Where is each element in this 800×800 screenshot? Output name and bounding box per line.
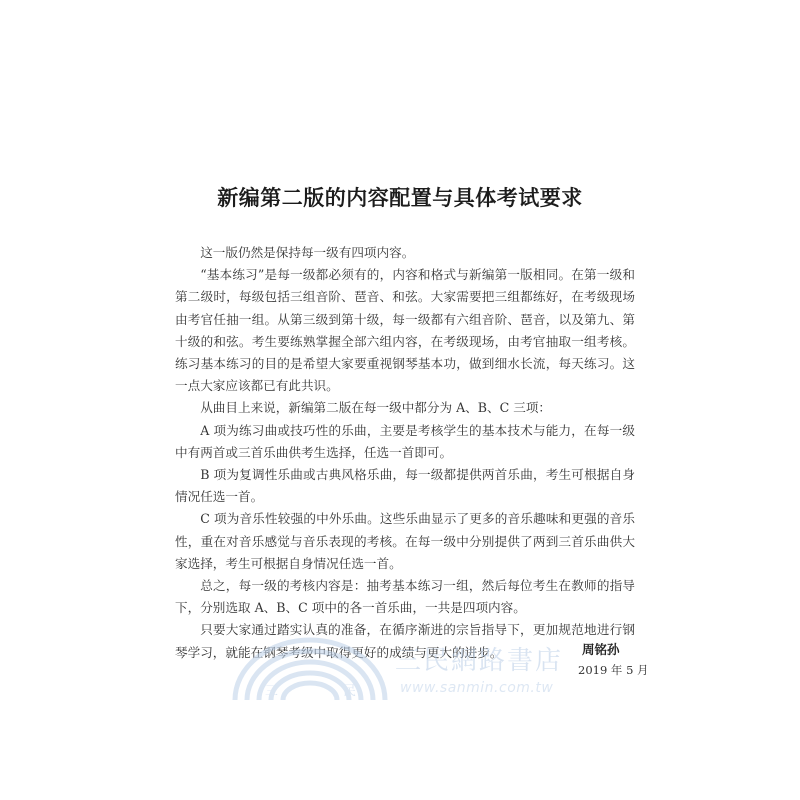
body-text [175,242,635,664]
paragraph: 只要大家通过踏实认真的准备，在循序渐进的宗旨指导下，更加规范地进行钢琴学习，就能在钢琴考级中取得更好的成绩与更大的进步。 [175,622,635,660]
signature: 周铭孙 [582,642,620,657]
paragraph: B 项为复调性乐曲或古典风格乐曲，每一级都提供两首乐曲，考生可根据自身情况任选一首。 [175,467,635,505]
watermark-store-name: 三民網路書店 [395,646,564,676]
paragraph: A 项为练习曲或技巧性的乐曲，主要是考核学生的基本技术与能力，在每一级中有两首或三首乐曲供考生选择，任选一首即可。 [175,422,635,460]
paragraph: 总之，每一级的考核内容是：抽考基本练习一组，然后每位考生在教师的指导下，分别选取 A、B、C 项中的各一首乐曲，一共是四项内容。 [175,578,635,616]
watermark-char-left: 三 [265,684,279,699]
paragraph: 这一版仍然是保持每一级有四项内容。 [200,245,415,260]
paragraph: “基本练习”是每一级都必须有的，内容和格式与新编第一版相同。在第一级和第二级时，每级包括三组音阶、琶音、和弦。大家需要把三组都练好，在考级现场由考官任抽一组。从第三级到第十级，每一级都有六组音阶、琶音，以及第九、第十级的和弦。考生要练熟掌握全部六组内容，在考级现场，由考官抽取一组考核。练习基本练习的目的是希望大家要重视钢琴基本功，做到细水长流，每天练习。这一点大家应该都已有此共识。 [175,267,635,394]
paragraph: 从曲目上来说，新编第二版在每一级中都分为 A、B、C 三项： [200,400,552,416]
watermark-char-right: 民 [343,684,357,699]
page-title: 新编第二版的内容配置与具体考试要求 [217,185,583,210]
watermark-url: www.sanmin.com.tw [400,680,554,696]
date: 2019 年 5 月 [578,663,649,677]
paragraph: C 项为音乐性较强的中外乐曲。这些乐曲显示了更多的音乐趣味和更强的音乐性，重在对音乐感觉与音乐表现的考核。在每一级中分别提供了两到三首乐曲供大家选择，考生可根据自身情况任选一首。 [175,511,635,571]
